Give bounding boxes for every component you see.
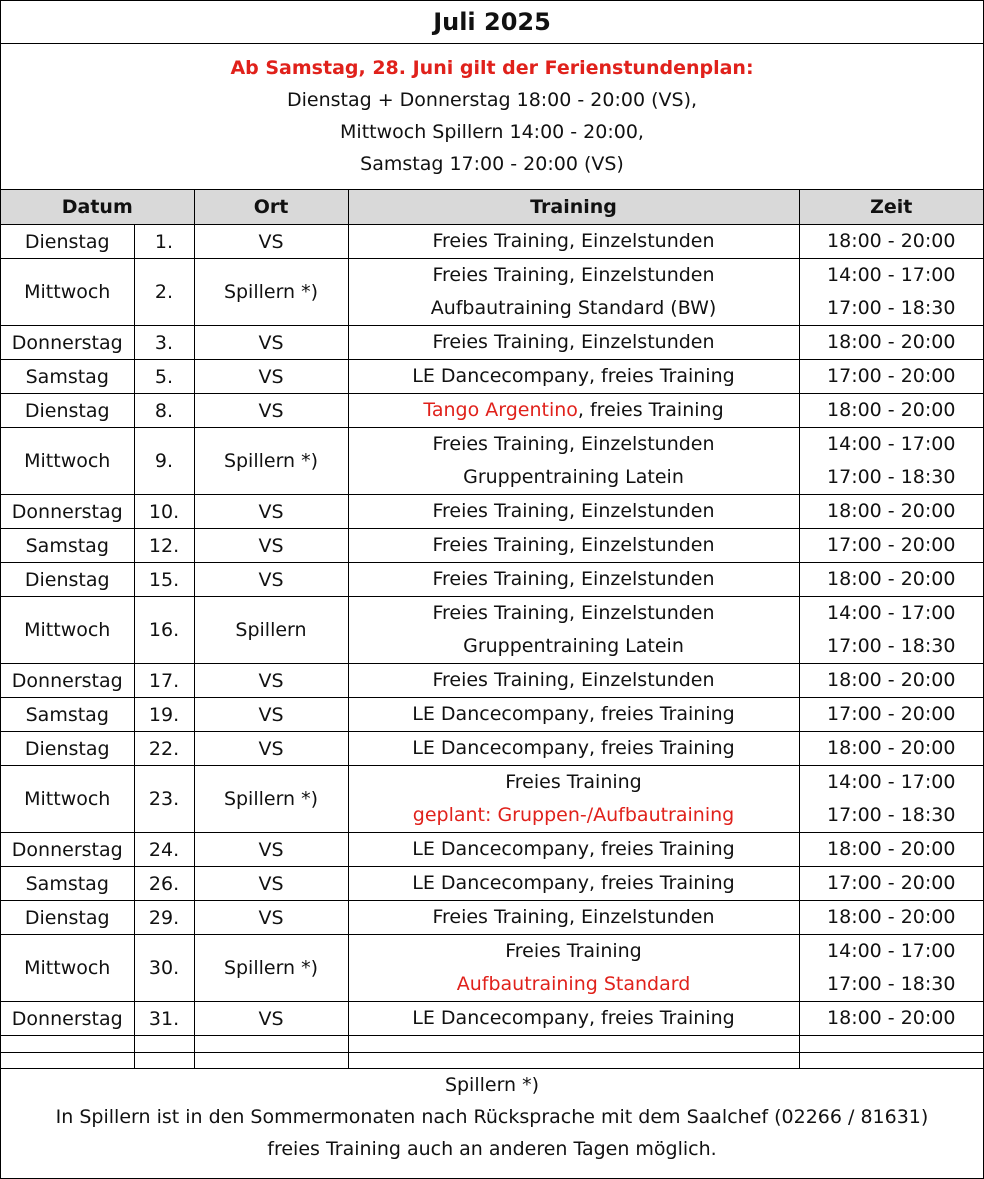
training-line: LE Dancecompany, freies Training — [412, 1007, 735, 1029]
time-line: 14:00 - 17:00 — [827, 264, 956, 286]
training-line: Aufbautraining Standard (BW) — [430, 297, 717, 319]
table-row — [1, 766, 983, 833]
cell-training — [348, 225, 799, 259]
cell-training — [348, 901, 799, 935]
table-row — [1, 529, 983, 563]
cell-place: VS — [194, 901, 348, 935]
cell-time — [799, 529, 983, 563]
table-row — [1, 698, 983, 732]
cell-day: Donnerstag — [1, 833, 134, 867]
training-line: Freies Training, Einzelstunden — [432, 264, 715, 286]
cell-date: 16. — [134, 597, 194, 664]
schedule-notice — [1, 44, 983, 190]
cell-place: VS — [194, 529, 348, 563]
table-row — [1, 259, 983, 326]
notice-line: Samstag 17:00 - 20:00 (VS) — [360, 153, 624, 175]
table-row — [1, 867, 983, 901]
notice-line: Dienstag + Donnerstag 18:00 - 20:00 (VS), — [286, 89, 698, 111]
cell-time — [799, 563, 983, 597]
cell-training — [348, 698, 799, 732]
training-line: LE Dancecompany, freies Training — [412, 872, 735, 894]
footnote-line: freies Training auch an anderen Tagen möglich. — [267, 1138, 717, 1160]
training-line: Freies Training, Einzelstunden — [432, 534, 715, 556]
cell-day: Dienstag — [1, 901, 134, 935]
training-line: Gruppentraining Latein — [463, 466, 684, 488]
table-row — [1, 360, 983, 394]
cell-date: 9. — [134, 428, 194, 495]
cell-place: VS — [194, 664, 348, 698]
table-row — [1, 732, 983, 766]
cell-time — [799, 394, 983, 428]
cell-training — [348, 529, 799, 563]
time-line: 18:00 - 20:00 — [827, 500, 956, 522]
cell-place: VS — [194, 495, 348, 529]
cell-place: VS — [194, 360, 348, 394]
training-highlight: Tango Argentino — [423, 399, 578, 421]
cell-day: Mittwoch — [1, 935, 134, 1002]
cell-training — [348, 664, 799, 698]
cell-day: Samstag — [1, 360, 134, 394]
table-row — [1, 394, 983, 428]
cell-day: Samstag — [1, 867, 134, 901]
cell-date: 15. — [134, 563, 194, 597]
time-line: 18:00 - 20:00 — [827, 331, 956, 353]
training-line: geplant: Gruppen-/Aufbautraining — [412, 804, 735, 826]
table-row — [1, 664, 983, 698]
training-line: Freies Training, Einzelstunden — [432, 331, 715, 353]
cell-date: 12. — [134, 529, 194, 563]
cell-place: Spillern *) — [194, 935, 348, 1002]
cell-day: Dienstag — [1, 225, 134, 259]
cell-time — [799, 1002, 983, 1036]
time-line: 17:00 - 20:00 — [827, 365, 956, 387]
cell-time — [799, 833, 983, 867]
training-line: Freies Training, Einzelstunden — [432, 230, 715, 252]
table-row — [1, 833, 983, 867]
cell-place: VS — [194, 394, 348, 428]
cell-training — [348, 867, 799, 901]
cell-time — [799, 766, 983, 833]
training-line: Freies Training, Einzelstunden — [432, 906, 715, 928]
cell-time — [799, 732, 983, 766]
cell-training — [348, 597, 799, 664]
time-line: 17:00 - 20:00 — [827, 534, 956, 556]
cell-time — [799, 901, 983, 935]
time-line: 17:00 - 18:30 — [827, 466, 956, 488]
training-line: LE Dancecompany, freies Training — [412, 838, 735, 860]
time-line: 17:00 - 20:00 — [827, 872, 956, 894]
cell-time — [799, 495, 983, 529]
cell-training — [348, 394, 799, 428]
cell-date: 30. — [134, 935, 194, 1002]
table-row — [1, 563, 983, 597]
cell-date: 3. — [134, 326, 194, 360]
cell-training — [348, 935, 799, 1002]
cell-time — [799, 664, 983, 698]
cell-training — [348, 428, 799, 495]
cell-day: Mittwoch — [1, 428, 134, 495]
col-header-training: Training — [348, 190, 799, 225]
cell-date: 5. — [134, 360, 194, 394]
cell-training — [348, 495, 799, 529]
time-line: 14:00 - 17:00 — [827, 602, 956, 624]
cell-time — [799, 428, 983, 495]
time-line: 18:00 - 20:00 — [827, 906, 956, 928]
cell-training — [348, 326, 799, 360]
time-line: 17:00 - 18:30 — [827, 635, 956, 657]
table-row — [1, 597, 983, 664]
training-line: Freies Training, Einzelstunden — [432, 433, 715, 455]
cell-place: Spillern — [194, 597, 348, 664]
cell-training — [348, 259, 799, 326]
cell-date: 2. — [134, 259, 194, 326]
time-line: 18:00 - 20:00 — [827, 230, 956, 252]
time-line: 17:00 - 18:30 — [827, 297, 956, 319]
time-line: 14:00 - 17:00 — [827, 771, 956, 793]
cell-place: VS — [194, 698, 348, 732]
table-row — [1, 1002, 983, 1036]
notice-headline: Ab Samstag, 28. Juni gilt der Ferienstundenplan: — [230, 57, 754, 79]
cell-place: VS — [194, 326, 348, 360]
table-row — [1, 495, 983, 529]
col-header-ort: Ort — [194, 190, 348, 225]
table-row — [1, 428, 983, 495]
cell-place: VS — [194, 867, 348, 901]
cell-place: Spillern *) — [194, 428, 348, 495]
cell-day: Donnerstag — [1, 495, 134, 529]
cell-place: VS — [194, 563, 348, 597]
time-line: 17:00 - 18:30 — [827, 804, 956, 826]
training-line — [349, 394, 799, 427]
cell-time — [799, 259, 983, 326]
cell-time — [799, 326, 983, 360]
cell-day: Mittwoch — [1, 597, 134, 664]
time-line: 18:00 - 20:00 — [827, 399, 956, 421]
training-line: Aufbautraining Standard — [456, 973, 691, 995]
cell-day: Samstag — [1, 698, 134, 732]
cell-date: 29. — [134, 901, 194, 935]
cell-date: 17. — [134, 664, 194, 698]
cell-time — [799, 698, 983, 732]
col-header-datum: Datum — [1, 190, 194, 225]
cell-time — [799, 360, 983, 394]
cell-date: 24. — [134, 833, 194, 867]
cell-time — [799, 225, 983, 259]
table-row — [1, 935, 983, 1002]
cell-date: 8. — [134, 394, 194, 428]
table-row — [1, 225, 983, 259]
time-line: 14:00 - 17:00 — [827, 940, 956, 962]
col-header-zeit: Zeit — [799, 190, 983, 225]
time-line: 17:00 - 20:00 — [827, 703, 956, 725]
time-line: 18:00 - 20:00 — [827, 669, 956, 691]
cell-date: 23. — [134, 766, 194, 833]
footnote-line: Spillern *) — [444, 1074, 540, 1096]
cell-day: Mittwoch — [1, 766, 134, 833]
training-line: Freies Training, Einzelstunden — [432, 602, 715, 624]
cell-place: VS — [194, 732, 348, 766]
time-line: 14:00 - 17:00 — [827, 433, 956, 455]
cell-place: VS — [194, 833, 348, 867]
cell-time — [799, 597, 983, 664]
training-line: Freies Training, Einzelstunden — [432, 669, 715, 691]
time-line: 18:00 - 20:00 — [827, 838, 956, 860]
schedule-table — [1, 190, 983, 1069]
cell-day: Donnerstag — [1, 326, 134, 360]
notice-line: Mittwoch Spillern 14:00 - 20:00, — [340, 121, 644, 143]
training-line: Freies Training — [505, 771, 642, 793]
cell-training — [348, 563, 799, 597]
cell-place: Spillern *) — [194, 259, 348, 326]
table-row — [1, 901, 983, 935]
cell-place: VS — [194, 1002, 348, 1036]
training-line: Freies Training — [505, 940, 642, 962]
training-line: LE Dancecompany, freies Training — [412, 737, 735, 759]
training-line: Freies Training, Einzelstunden — [432, 500, 715, 522]
cell-training — [348, 1002, 799, 1036]
footnote — [1, 1052, 983, 1178]
training-line: LE Dancecompany, freies Training — [412, 365, 735, 387]
cell-day: Donnerstag — [1, 664, 134, 698]
cell-date: 19. — [134, 698, 194, 732]
cell-day: Samstag — [1, 529, 134, 563]
cell-date: 1. — [134, 225, 194, 259]
training-line: LE Dancecompany, freies Training — [412, 703, 735, 725]
footnote-line: In Spillern ist in den Sommermonaten nach Rücksprache mit dem Saalchef (02266 / 81631) — [55, 1106, 929, 1128]
cell-place: Spillern *) — [194, 766, 348, 833]
time-line: 17:00 - 18:30 — [827, 973, 956, 995]
table-row — [1, 326, 983, 360]
training-line: Freies Training, Einzelstunden — [432, 568, 715, 590]
cell-day: Dienstag — [1, 394, 134, 428]
cell-place: VS — [194, 225, 348, 259]
time-line: 18:00 - 20:00 — [827, 568, 956, 590]
cell-time — [799, 867, 983, 901]
cell-day: Donnerstag — [1, 1002, 134, 1036]
page-title: Juli 2025 — [1, 1, 983, 44]
cell-training — [348, 766, 799, 833]
table-header-row — [1, 190, 983, 225]
cell-date: 22. — [134, 732, 194, 766]
training-text: , freies Training — [577, 399, 724, 421]
cell-training — [348, 833, 799, 867]
cell-day: Dienstag — [1, 563, 134, 597]
cell-training — [348, 732, 799, 766]
time-line: 18:00 - 20:00 — [827, 737, 956, 759]
cell-date: 10. — [134, 495, 194, 529]
cell-training — [348, 360, 799, 394]
time-line: 18:00 - 20:00 — [827, 1007, 956, 1029]
training-line: Gruppentraining Latein — [463, 635, 684, 657]
cell-day: Dienstag — [1, 732, 134, 766]
cell-day: Mittwoch — [1, 259, 134, 326]
cell-time — [799, 935, 983, 1002]
cell-date: 31. — [134, 1002, 194, 1036]
cell-date: 26. — [134, 867, 194, 901]
